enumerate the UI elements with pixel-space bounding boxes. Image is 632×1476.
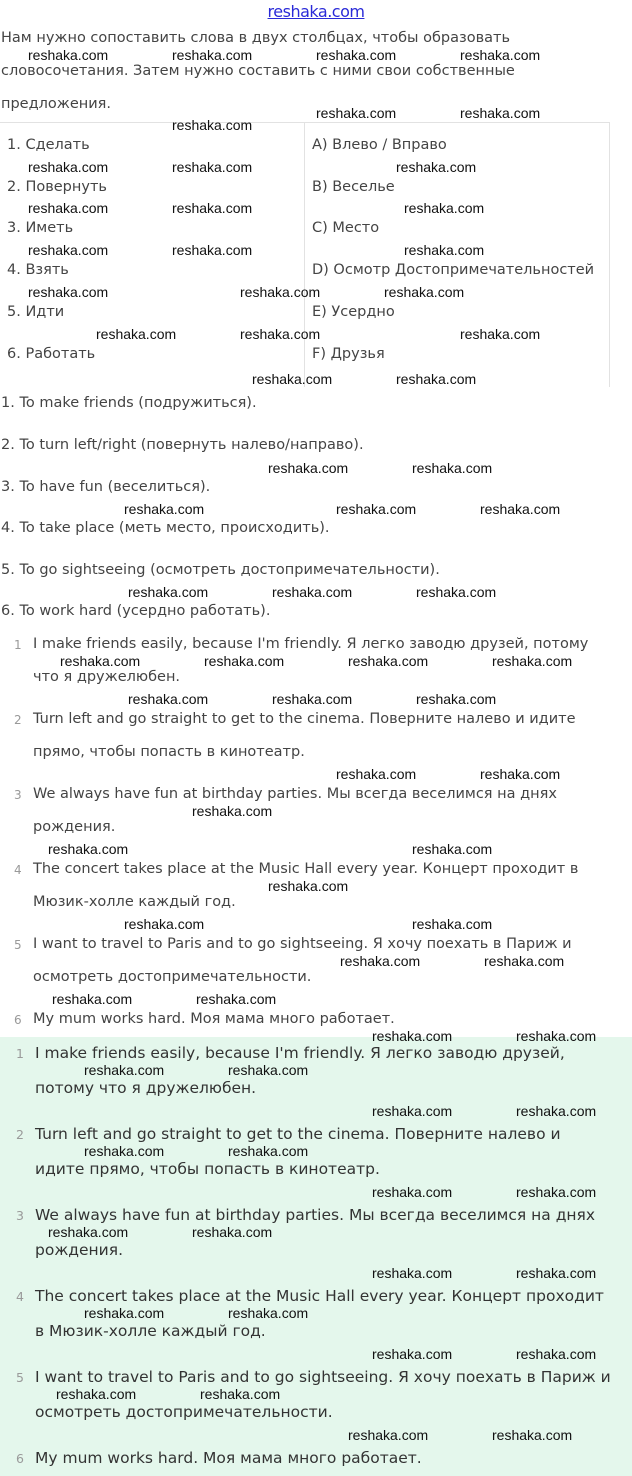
- sentence-line: потому что я дружелюбен.: [35, 1079, 257, 1097]
- sentence-line: I want to travel to Paris and to go sightseeing. Я хочу поехать в Париж и: [33, 936, 572, 952]
- sentence-number: 6: [16, 1451, 24, 1466]
- sentence-number: 3: [16, 1208, 24, 1223]
- watermark: reshaka.com: [28, 159, 109, 175]
- watermark: reshaka.com: [96, 326, 177, 342]
- watermark: reshaka.com: [396, 371, 477, 387]
- sentence-line: прямо, чтобы попасть в кинотеатр.: [33, 744, 305, 760]
- sentence-line: в Мюзик-холле каждый год.: [35, 1322, 266, 1340]
- watermark: reshaka.com: [52, 991, 133, 1007]
- intro-line: предложения.: [1, 96, 111, 112]
- watermark: reshaka.com: [240, 326, 321, 342]
- watermark: reshaka.com: [396, 159, 477, 175]
- watermark: reshaka.com: [340, 953, 421, 969]
- sentence-line: идите прямо, чтобы попасть в кинотеатр.: [35, 1160, 380, 1178]
- intro-line: Нам нужно сопоставить слова в двух столбцах, чтобы образовать: [1, 30, 510, 46]
- sentence-line: The concert takes place at the Music Hall every year. Концерт проходит: [35, 1287, 604, 1305]
- watermark: reshaka.com: [516, 1346, 597, 1362]
- watermark: reshaka.com: [84, 1305, 165, 1321]
- table-right-cell: E) Усердно: [312, 304, 395, 320]
- watermark: reshaka.com: [412, 841, 493, 857]
- watermark: reshaka.com: [128, 584, 209, 600]
- watermark: reshaka.com: [348, 653, 429, 669]
- table-left-cell: 3. Иметь: [7, 220, 74, 236]
- sentence-line: что я дружелюбен.: [33, 669, 181, 685]
- table-right-cell: A) Влево / Вправо: [312, 137, 447, 153]
- watermark: reshaka.com: [484, 953, 565, 969]
- watermark: reshaka.com: [124, 916, 205, 932]
- watermark: reshaka.com: [48, 1224, 129, 1240]
- table-left-cell: 5. Идти: [7, 304, 65, 320]
- phrase-item: 2. To turn left/right (повернуть налево/направо).: [1, 437, 364, 453]
- watermark: reshaka.com: [384, 284, 465, 300]
- sentence-line: осмотреть достопримечательности.: [35, 1403, 333, 1421]
- table-right-cell: D) Осмотр Достопримечательностей: [312, 262, 595, 278]
- sentence-line: My mum works hard. Моя мама много работает.: [35, 1449, 422, 1467]
- phrase-item: 5. To go sightseeing (осмотреть достопримечательности).: [1, 562, 440, 578]
- watermark: reshaka.com: [60, 653, 141, 669]
- watermark: reshaka.com: [48, 841, 129, 857]
- watermark: reshaka.com: [460, 326, 541, 342]
- watermark: reshaka.com: [416, 691, 497, 707]
- watermark: reshaka.com: [172, 159, 253, 175]
- sentence-number: 6: [14, 1013, 22, 1027]
- phrase-item: 3. To have fun (веселиться).: [1, 479, 211, 495]
- watermark: reshaka.com: [372, 1103, 453, 1119]
- site-logo-link[interactable]: reshaka.com: [267, 2, 365, 21]
- sentence-line: I make friends easily, because I'm friendly. Я легко заводю друзей, потому: [33, 636, 589, 652]
- table-left-cell: 2. Повернуть: [7, 179, 107, 195]
- watermark: reshaka.com: [372, 1184, 453, 1200]
- watermark: reshaka.com: [460, 47, 541, 63]
- watermark: reshaka.com: [516, 1028, 597, 1044]
- table-left-cell: 4. Взять: [7, 262, 69, 278]
- watermark: reshaka.com: [336, 766, 417, 782]
- watermark: reshaka.com: [124, 501, 205, 517]
- table-right-cell: F) Друзья: [312, 346, 385, 362]
- sentence-line: Turn left and go straight to get to the cinema. Поверните налево и: [35, 1125, 561, 1143]
- phrase-item: 6. To work hard (усердно работать).: [1, 603, 271, 619]
- watermark: reshaka.com: [172, 47, 253, 63]
- sentence-number: 1: [14, 638, 22, 652]
- watermark: reshaka.com: [348, 1427, 429, 1443]
- phrase-item: 1. To make friends (подружиться).: [1, 395, 257, 411]
- watermark: reshaka.com: [372, 1346, 453, 1362]
- watermark: reshaka.com: [316, 105, 397, 121]
- watermark: reshaka.com: [516, 1103, 597, 1119]
- watermark: reshaka.com: [192, 803, 273, 819]
- watermark: reshaka.com: [172, 200, 253, 216]
- watermark: reshaka.com: [492, 653, 573, 669]
- watermark: reshaka.com: [240, 284, 321, 300]
- table-left-cell: 1. Сделать: [7, 137, 90, 153]
- watermark: reshaka.com: [412, 460, 493, 476]
- watermark: reshaka.com: [128, 691, 209, 707]
- watermark: reshaka.com: [372, 1028, 453, 1044]
- watermark: reshaka.com: [28, 242, 109, 258]
- watermark: reshaka.com: [228, 1305, 309, 1321]
- watermark: reshaka.com: [412, 916, 493, 932]
- column-divider: [304, 123, 305, 387]
- sentence-number: 2: [16, 1127, 24, 1142]
- sentence-number: 5: [14, 938, 22, 952]
- sentence-line: We always have fun at birthday parties. Мы всегда веселимся на днях: [35, 1206, 596, 1224]
- sentence-number: 1: [16, 1046, 24, 1061]
- sentence-number: 4: [14, 863, 22, 877]
- sentence-number: 3: [14, 788, 22, 802]
- watermark: reshaka.com: [28, 47, 109, 63]
- table-left-cell: 6. Работать: [7, 346, 96, 362]
- sentence-line: The concert takes place at the Music Hall every year. Концерт проходит в: [33, 861, 579, 877]
- watermark: reshaka.com: [492, 1427, 573, 1443]
- watermark: reshaka.com: [460, 105, 541, 121]
- watermark: reshaka.com: [480, 766, 561, 782]
- table-right-cell: B) Веселье: [312, 179, 395, 195]
- sentence-line: осмотреть достопримечательности.: [33, 969, 312, 985]
- watermark: reshaka.com: [404, 200, 485, 216]
- sentence-line: We always have fun at birthday parties. Мы всегда веселимся на днях: [33, 786, 557, 802]
- watermark: reshaka.com: [480, 501, 561, 517]
- watermark: reshaka.com: [204, 653, 285, 669]
- sentence-line: My mum works hard. Моя мама много работает.: [33, 1011, 395, 1027]
- sentence-line: I want to travel to Paris and to go sightseeing. Я хочу поехать в Париж и: [35, 1368, 611, 1386]
- phrase-item: 4. To take place (меть место, происходить).: [1, 520, 330, 536]
- watermark: reshaka.com: [172, 242, 253, 258]
- watermark: reshaka.com: [228, 1062, 309, 1078]
- watermark: reshaka.com: [516, 1184, 597, 1200]
- watermark: reshaka.com: [196, 991, 277, 1007]
- watermark: reshaka.com: [516, 1265, 597, 1281]
- watermark: reshaka.com: [84, 1062, 165, 1078]
- sentence-line: Turn left and go straight to get to the cinema. Поверните налево и идите: [33, 711, 576, 727]
- watermark: reshaka.com: [28, 200, 109, 216]
- watermark: reshaka.com: [228, 1143, 309, 1159]
- sentence-line: рождения.: [33, 819, 116, 835]
- watermark: reshaka.com: [272, 584, 353, 600]
- watermark: reshaka.com: [268, 878, 349, 894]
- watermark: reshaka.com: [28, 284, 109, 300]
- watermark: reshaka.com: [268, 460, 349, 476]
- watermark: reshaka.com: [200, 1386, 281, 1402]
- sentence-number: 2: [14, 713, 22, 727]
- sentence-number: 4: [16, 1289, 24, 1304]
- watermark: reshaka.com: [404, 242, 485, 258]
- watermark: reshaka.com: [416, 584, 497, 600]
- watermark: reshaka.com: [316, 47, 397, 63]
- watermark: reshaka.com: [372, 1265, 453, 1281]
- sentence-line: I make friends easily, because I'm friendly. Я легко заводю друзей,: [35, 1044, 565, 1062]
- table-right-cell: C) Место: [312, 220, 380, 236]
- sentence-line: Мюзик-холле каждый год.: [33, 894, 236, 910]
- sentence-line: рождения.: [35, 1241, 123, 1259]
- watermark: reshaka.com: [272, 691, 353, 707]
- watermark: reshaka.com: [192, 1224, 273, 1240]
- intro-line: словосочетания. Затем нужно составить с ними свои собственные: [1, 63, 515, 79]
- watermark: reshaka.com: [172, 117, 253, 133]
- watermark: reshaka.com: [252, 371, 333, 387]
- sentence-number: 5: [16, 1370, 24, 1385]
- watermark: reshaka.com: [336, 501, 417, 517]
- watermark: reshaka.com: [56, 1386, 137, 1402]
- watermark: reshaka.com: [84, 1143, 165, 1159]
